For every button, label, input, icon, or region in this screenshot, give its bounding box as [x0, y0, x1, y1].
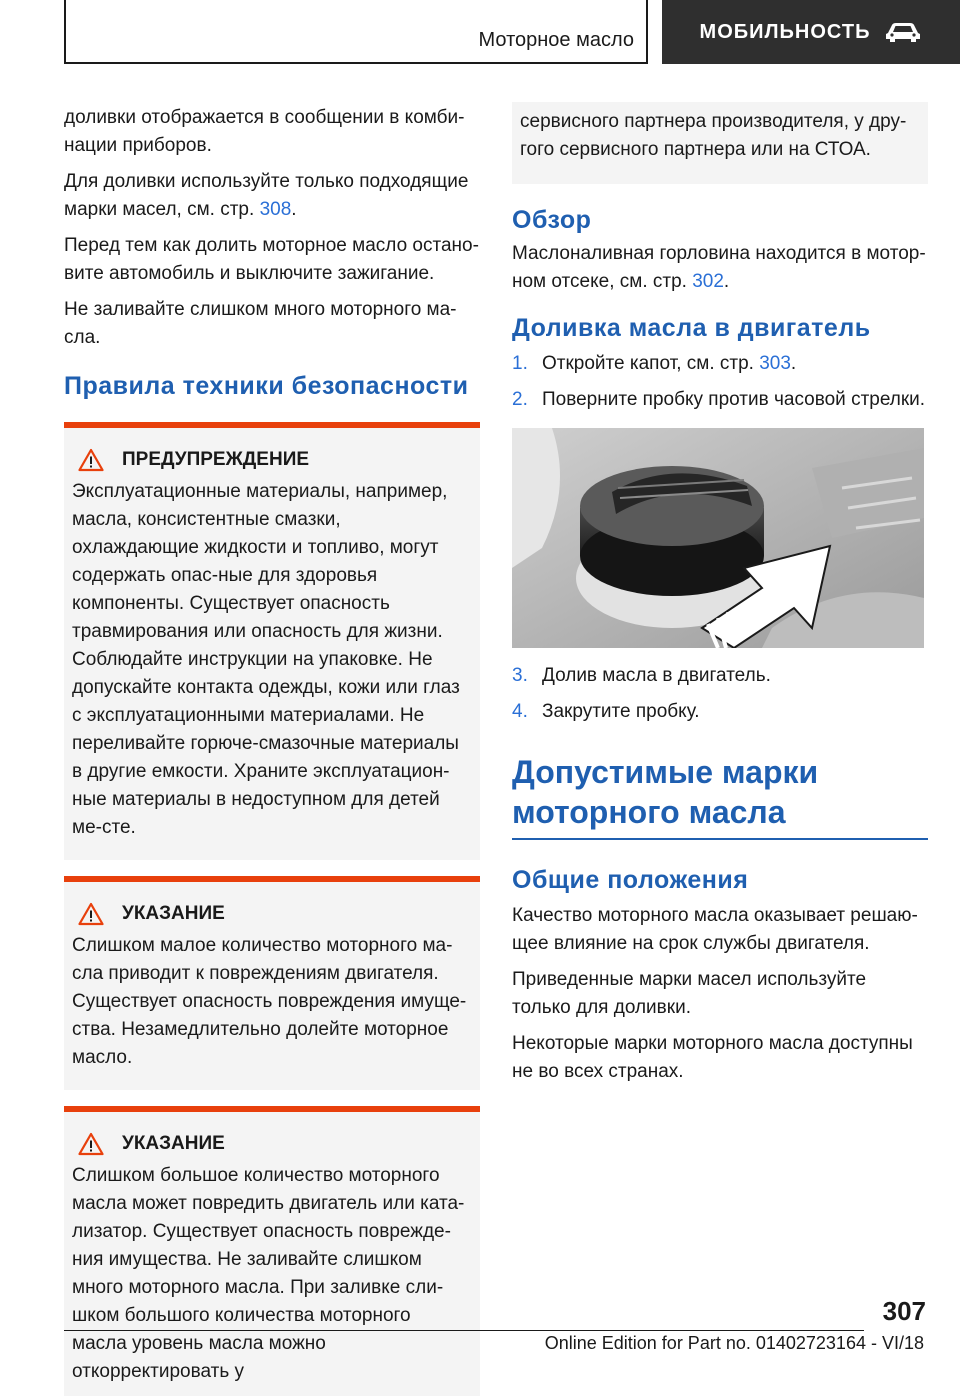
warning-box	[64, 422, 480, 860]
overview-heading: Обзор	[512, 206, 592, 234]
general-paragraph-1: Качество моторного масла оказывает решаю-щее влияние на срок службы двигателя.	[512, 905, 918, 954]
page-number: 307	[882, 1296, 926, 1326]
note-text-2: Слишком большое количество моторного масла может повредить двигатель или ката-лизатор. Существует опасность поврежде-ния имущества. Не заливайте слишком много моторного масла. При заливке сли-шком большого количества моторного масла уровень масла можно откорректировать у	[72, 1165, 465, 1382]
brands-heading: Допустимые марки моторного масла	[512, 752, 928, 840]
header-section-box	[64, 0, 648, 64]
general-paragraph-2: Приведенные марки масел используйте только для доливки.	[512, 969, 867, 1018]
edition-note: Online Edition for Part no. 01402723164 - VI/18	[544, 1333, 924, 1353]
warning-triangle-icon	[78, 1132, 104, 1156]
page-link-302[interactable]: 302	[692, 271, 724, 292]
list-item: 1. Откройте капот, см. стр. 303.	[512, 353, 797, 374]
steps-list-b	[512, 662, 928, 726]
intro-paragraph-4: Не заливайте слишком много моторного ма-сла.	[64, 299, 457, 348]
note-box-1	[64, 876, 480, 1090]
note-title-1: УКАЗАНИЕ	[122, 903, 225, 924]
warning-title: ПРЕДУПРЕЖДЕНИЕ	[122, 449, 310, 470]
left-column	[64, 104, 480, 1396]
page-link-308[interactable]: 308	[259, 199, 292, 220]
section-title: Моторное масло	[478, 29, 634, 51]
oil-cap-illustration	[512, 428, 924, 648]
car-icon	[884, 21, 922, 43]
general-heading: Общие положения	[512, 866, 749, 894]
note-text-1: Слишком малое количество моторного ма-сла приводит к повреждениям двигателя. Существует опасность повреждения имуще-ства. Незамедлительно долейте моторное масло.	[72, 935, 467, 1068]
chapter-title: МОБИЛЬНОСТЬ	[699, 20, 871, 43]
note-title-2: УКАЗАНИЕ	[122, 1133, 225, 1154]
topup-heading: Доливка масла в двигатель	[512, 314, 871, 342]
intro-paragraph-2: Для доливки используйте только подходящие марки масел, см. стр. 308.	[64, 171, 469, 220]
steps-list-a	[512, 350, 928, 414]
intro-paragraph-1: доливки отображается в сообщении в комби-нации приборов.	[64, 107, 465, 156]
continued-note: сервисного партнера производителя, у дру-гого сервисного партнера или на СТОА.	[512, 102, 928, 184]
note-box-2	[64, 1106, 480, 1396]
warning-triangle-icon	[78, 902, 104, 926]
list-item: 3. Долив масла в двигатель.	[512, 665, 771, 686]
list-item: 2. Поверните пробку против часовой стрелки.	[512, 389, 926, 410]
warning-triangle-icon	[78, 448, 104, 472]
list-item: 4. Закрутите пробку.	[512, 701, 700, 722]
chapter-tab[interactable]	[662, 0, 960, 64]
safety-heading: Правила техники безопасности	[64, 372, 469, 400]
right-column	[512, 102, 928, 1094]
general-paragraph-3: Некоторые марки моторного масла доступны не во всех странах.	[512, 1033, 913, 1082]
warning-text: Эксплуатационные материалы, например, масла, консистентные смазки, охлаждающие жидкости и топливо, могут содержать опас-ные для здоровья компоненты. Существует опасность травмирования или опасность для жизни. Соблюдайте инструкции на упаковке. Не допускайте контакта одежды, кожи или глаз с эксплуатационными материалами. Не переливайте горюче-смазочные материалы в другие емкости. Храните эксплуатацион-ные материалы в недоступном для детей ме-сте.	[72, 481, 460, 838]
footer-divider	[64, 1330, 864, 1331]
page-link-303[interactable]: 303	[759, 353, 791, 374]
overview-paragraph: Маслоналивная горловина находится в мотор-ном отсеке, см. стр. 302.	[512, 243, 926, 292]
intro-paragraph-3: Перед тем как долить моторное масло остано-вите автомобиль и выключите зажигание.	[64, 235, 479, 284]
